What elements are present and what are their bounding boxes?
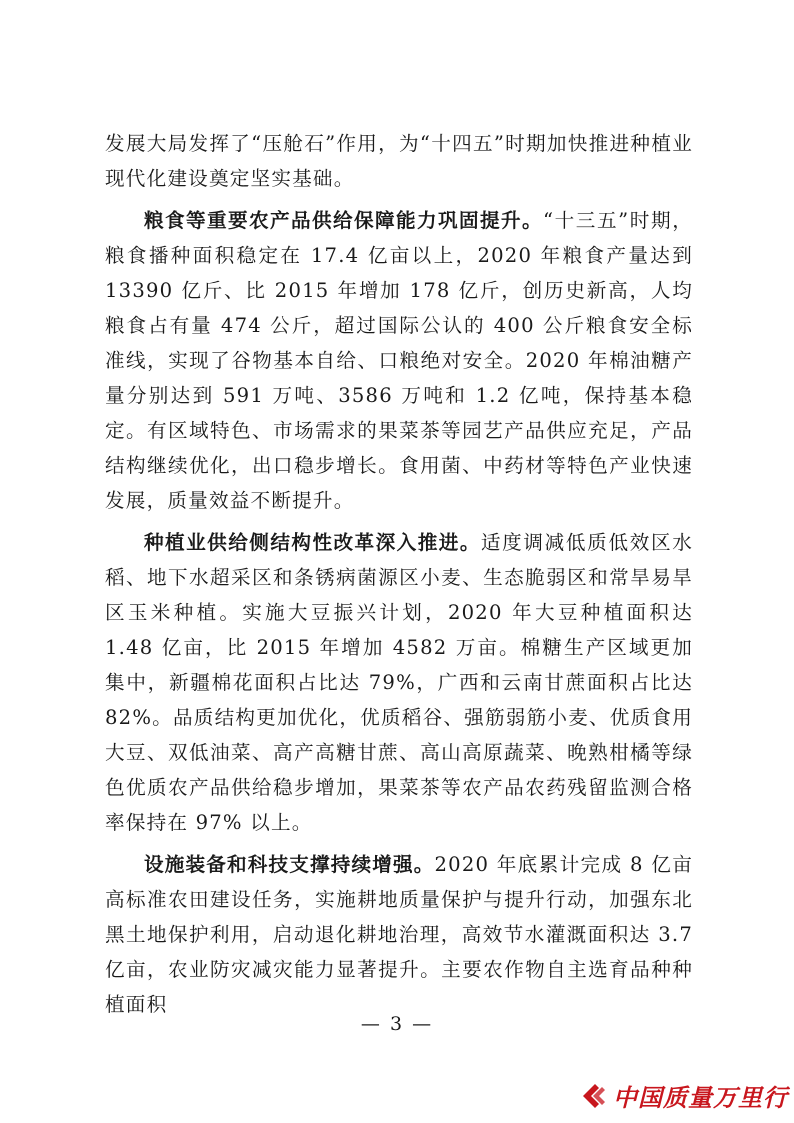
paragraph-text: 发展大局发挥了“压舱石”作用，为“十四五”时期加快推进种植业现代化建设奠定坚实基础。	[105, 132, 693, 190]
zhiliang-logo-icon	[577, 1081, 607, 1111]
paragraph-text: 2020 年底累计完成 8 亿亩高标准农田建设任务，实施耕地质量保护与提升行动，加强东北黑土地保护利用，启动退化耕地治理，高效节水灌溉面积达 3.7 亿亩，农业防灾减灾能力显著提升。主要农作物自主选育品种种植面积	[105, 853, 693, 1016]
paragraph-grain-supply	[105, 203, 693, 518]
paragraph-heading: 设施装备和科技支撑持续增强。	[144, 853, 435, 876]
paragraph-text: “十三五”时期，粮食播种面积稳定在 17.4 亿亩以上，2020 年粮食产量达到 13390 亿斤、比 2015 年增加 178 亿斤，创历史新高，人均粮食占有量 474 公斤，超过国际公认的 400 公斤粮食安全标准线，实现了谷物基本自给、口粮绝对安全。2020 年棉油糖产量分别达到 591 万吨、3586 万吨和 1.2 亿吨，保持基本稳定。有区域特色、市场需求的果菜茶等园艺产品供应充足，产品结构继续优化，出口稳步增长。食用菌、中药材等特色产业快速发展，质量效益不断提升。	[105, 209, 693, 512]
page-number: — 3 —	[360, 1013, 434, 1035]
watermark-text: 中国质量万里行	[613, 1084, 788, 1112]
paragraph-text: 适度调减低质低效区水稻、地下水超采区和条锈病菌源区小麦、生态脆弱区和常旱易旱区玉米种植。实施大豆振兴计划，2020 年大豆种植面积达 1.48 亿亩，比 2015 年增加 4582 万亩。棉糖生产区域更加集中，新疆棉花面积占比达 79%，广西和云南甘蔗面积占比达 82%。品质结构更加优化，优质稻谷、强筋弱筋小麦、优质食用大豆、双低油菜、高产高糖甘蔗、高山高原蔬菜、晚熟柑橘等绿色优质农产品供给稳步增加，果菜茶等农产品农药残留监测合格率保持在 97% 以上。	[105, 531, 694, 834]
paragraph-facilities-technology	[105, 847, 693, 1022]
document-body	[105, 126, 693, 1029]
paragraph-heading: 种植业供给侧结构性改革深入推进。	[144, 531, 481, 554]
paragraph-heading: 粮食等重要农产品供给保障能力巩固提升。	[144, 209, 543, 232]
paragraph-supply-side-reform	[105, 525, 693, 840]
watermark	[577, 1078, 788, 1113]
paragraph-intro	[105, 126, 693, 196]
